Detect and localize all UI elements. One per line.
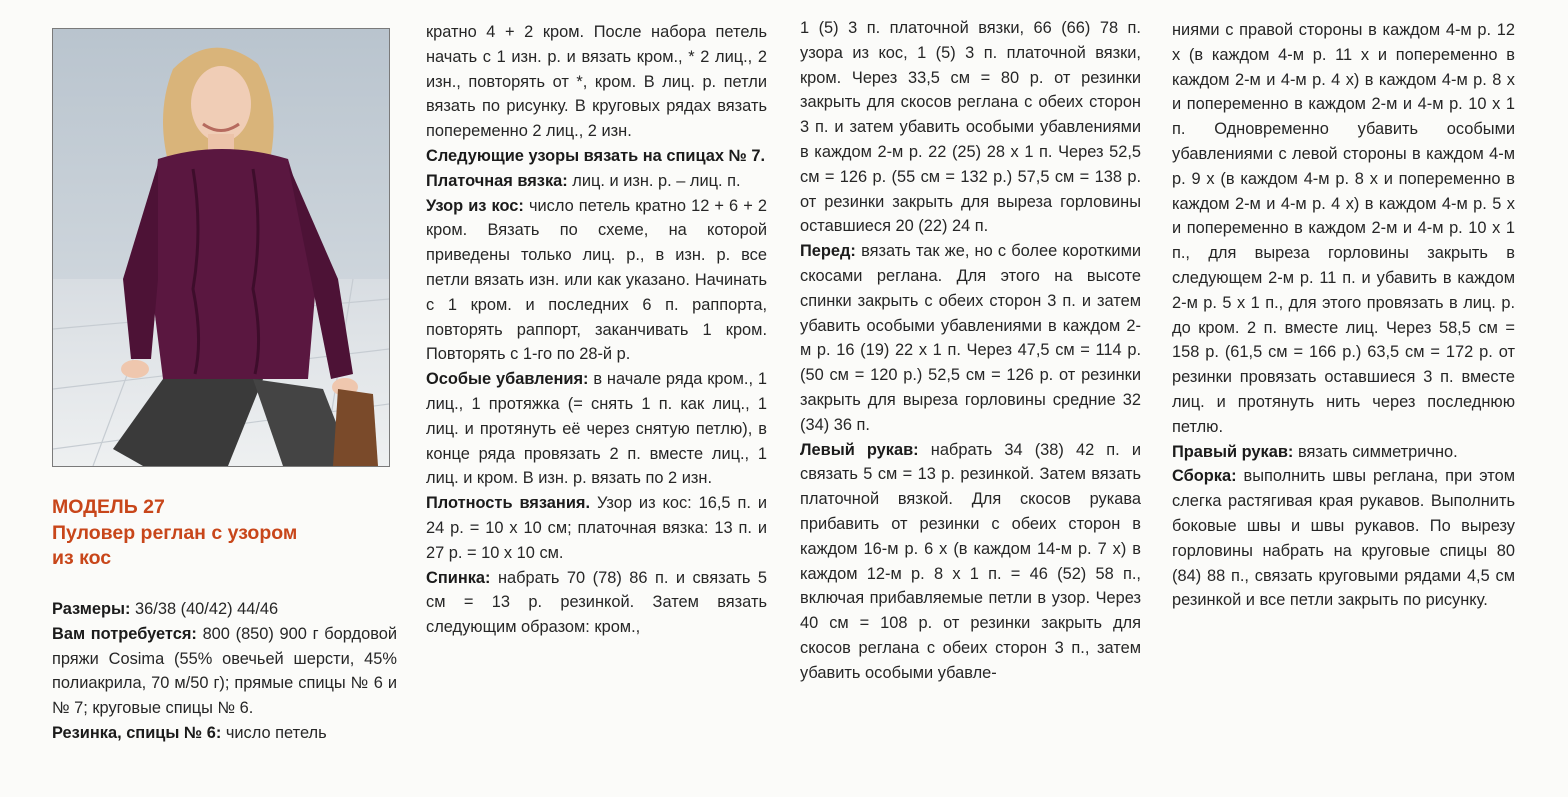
paragraph-text: 800 (850) 900 г бордовой пряжи Cosima (55% овечьей шерсти, 45% полиакрила, 70 м/50 г); прямые спицы № 6 и № 7; круговые спицы № 6. [52, 624, 397, 718]
paragraph [426, 169, 767, 194]
paragraph-label: Резинка, спицы № 6: [52, 723, 222, 742]
model-heading [52, 495, 392, 572]
photo-illustration [53, 29, 389, 466]
paragraph-text: число петель [221, 723, 327, 742]
paragraph [1172, 18, 1515, 440]
text-column-3 [800, 16, 1141, 686]
text-column-4 [1172, 18, 1515, 613]
paragraph [426, 367, 767, 491]
paragraph [426, 491, 767, 565]
paragraph [800, 438, 1141, 686]
paragraph-label: Спинка: [426, 568, 491, 587]
paragraph [1172, 440, 1515, 465]
paragraph [52, 721, 397, 746]
paragraph-label: Узор из кос: [426, 196, 524, 215]
paragraph-label: Особые убавления: [426, 370, 589, 389]
paragraph-label: Сборка: [1172, 467, 1237, 486]
paragraph-text: вязать так же, но с более короткими скосами реглана. Для этого на высоте спинки закрыть с обеих сторон 3 п. и затем убавить особыми убавлениями в каждом 2-м р. 16 (19) 22 х 1 п. Через 47,5 см = 114 р. (50 см = 120 р.) 52,5 см = 126 р. от резинки закрыть для выреза горловины средние 32 (34) 36 п. [800, 242, 1141, 434]
text-column-1 [52, 597, 397, 746]
paragraph-text: 1 (5) 3 п. платочной вязки, 66 (66) 78 п. узора из кос, 1 (5) 3 п. платочной вязки, кром. Через 33,5 см = 80 р. от резинки закрыть для скосов реглана с обеих сторон 3 п. и затем убавить особыми убавлениями в каждом 2-м р. 22 (25) 28 х 1 п. Через 52,5 см = 126 р. (55 см = 132 р.) 57,5 см = 138 р. от резинки закрыть для выреза горловины оставшиеся 20 (22) 24 п. [800, 19, 1141, 236]
model-title-line-2: из кос [52, 547, 112, 569]
paragraph-label: Следующие узоры вязать на спицах № 7. [426, 146, 766, 165]
paragraph [426, 566, 767, 640]
paragraph-text: лиц. и изн. р. – лиц. п. [567, 171, 741, 190]
paragraph-text: выполнить швы реглана, при этом слегка растягивая края рукавов. Выполнить боковые швы и швы рукавов. По вырезу горловины набрать на круговые спицы 80 (84) 88 п., связать круговыми рядами 4,5 см резинкой и все петли закрыть по рисунку. [1172, 467, 1515, 610]
paragraph-text: кратно 4 + 2 кром. После набора петель начать с 1 изн. р. и вязать кром., * 2 лиц., 2 изн., повторять от *, кром. В лиц. р. петли вязать по рисунку. В круговых рядах вязать попеременно 2 лиц., 2 изн. [426, 23, 767, 141]
paragraph [426, 194, 767, 368]
paragraph [1172, 464, 1515, 613]
paragraph [52, 622, 397, 721]
paragraph [426, 20, 767, 144]
paragraph [52, 597, 397, 622]
model-photo [52, 28, 390, 467]
paragraph [800, 16, 1141, 239]
paragraph-label: Правый рукав: [1172, 442, 1294, 461]
paragraph [426, 144, 767, 169]
paragraph-label: Платочная вязка: [426, 171, 568, 190]
paragraph-text: число петель кратно 12 + 6 + 2 кром. Вязать по схеме, на которой приведены только лиц. р., в изн. р. все петли вязать изн. или как указано. Начинать с 1 кром. и последних 6 п. раппорта, повторять раппорт, заканчивать 1 кром. Повторять с 1-го по 28-й р. [426, 196, 767, 364]
text-column-2 [426, 20, 767, 640]
paragraph-text: ниями с правой стороны в каждом 4-м р. 12 х (в каждом 4-м р. 11 х и попеременно в каждом 2-м и 4-м р. 4 х) в каждом 4-м р. 8 х и попеременно в каждом 2-м и 4-м р. 10 х 1 п. Одновременно убавить особыми убавлениями с левой стороны в каждом 4-м р. 9 х (в каждом 4-м р. 8 х и попеременно в каждом 2-м и 4-м р. 4 х) в каждом 4-м р. 5 х и попеременно в каждом 2-м и 4-м р. 10 х 1 п., для выреза горловины закрыть в следующем 2-м р. 11 п. и убавить в каждом 2-м р. 5 х 1 п., для этого провязать в лиц. р. до кром. 2 п. вместе лиц. Через 58,5 см = 158 р. (61,5 см = 166 р.) 63,5 см = 172 р. от резинки провязать оставшиеся 3 п. вместе лиц. и протянуть нить через последнюю петлю. [1172, 21, 1515, 436]
paragraph-text: набрать 70 (78) 86 п. и связать 5 см = 13 р. резинкой. Затем вязать следующим образом: кром., [426, 568, 767, 637]
paragraph-label: Размеры: [52, 600, 131, 618]
paragraph-text: набрать 34 (38) 42 п. и связать 5 см = 13 р. резинкой. Затем вязать платочной вязкой. Для скосов рукава прибавить от резинки с обеих сторон в каждом 16-м р. 6 х (в каждом 14-м р. 7 х) в каждом 12-м р. 8 х 1 п. = 46 (52) 58 п., включая прибавляемые петли в узор. Через 40 см = 108 р. от резинки закрыть для скосов реглана с обеих сторон 3 п., затем убавить особыми убавле- [800, 440, 1141, 682]
model-number: МОДЕЛЬ 27 [52, 496, 165, 518]
paragraph-label: Перед: [800, 242, 856, 261]
paragraph-text: в начале ряда кром., 1 лиц., 1 протяжка (= снять 1 п. как лиц., 1 лиц. и протянуть её через снятую петлю), в конце ряда провязать 2 п. вместе лиц., 1 лиц. и кром. В изн. р. вязать по 2 изн. [426, 370, 767, 488]
paragraph-label: Вам потребуется: [52, 624, 197, 643]
paragraph [800, 239, 1141, 437]
paragraph-text: 36/38 (40/42) 44/46 [130, 600, 279, 618]
model-title-line-1: Пуловер реглан с узором [52, 521, 298, 544]
paragraph-label: Плотность вязания. [426, 494, 591, 513]
paragraph-text: Узор из кос: 16,5 п. и 24 р. = 10 х 10 см; платочная вязка: 13 п. и 27 р. = 10 х 10 см. [426, 494, 767, 562]
paragraph-text: вязать симметрично. [1293, 442, 1458, 461]
paragraph-label: Левый рукав: [800, 440, 919, 459]
